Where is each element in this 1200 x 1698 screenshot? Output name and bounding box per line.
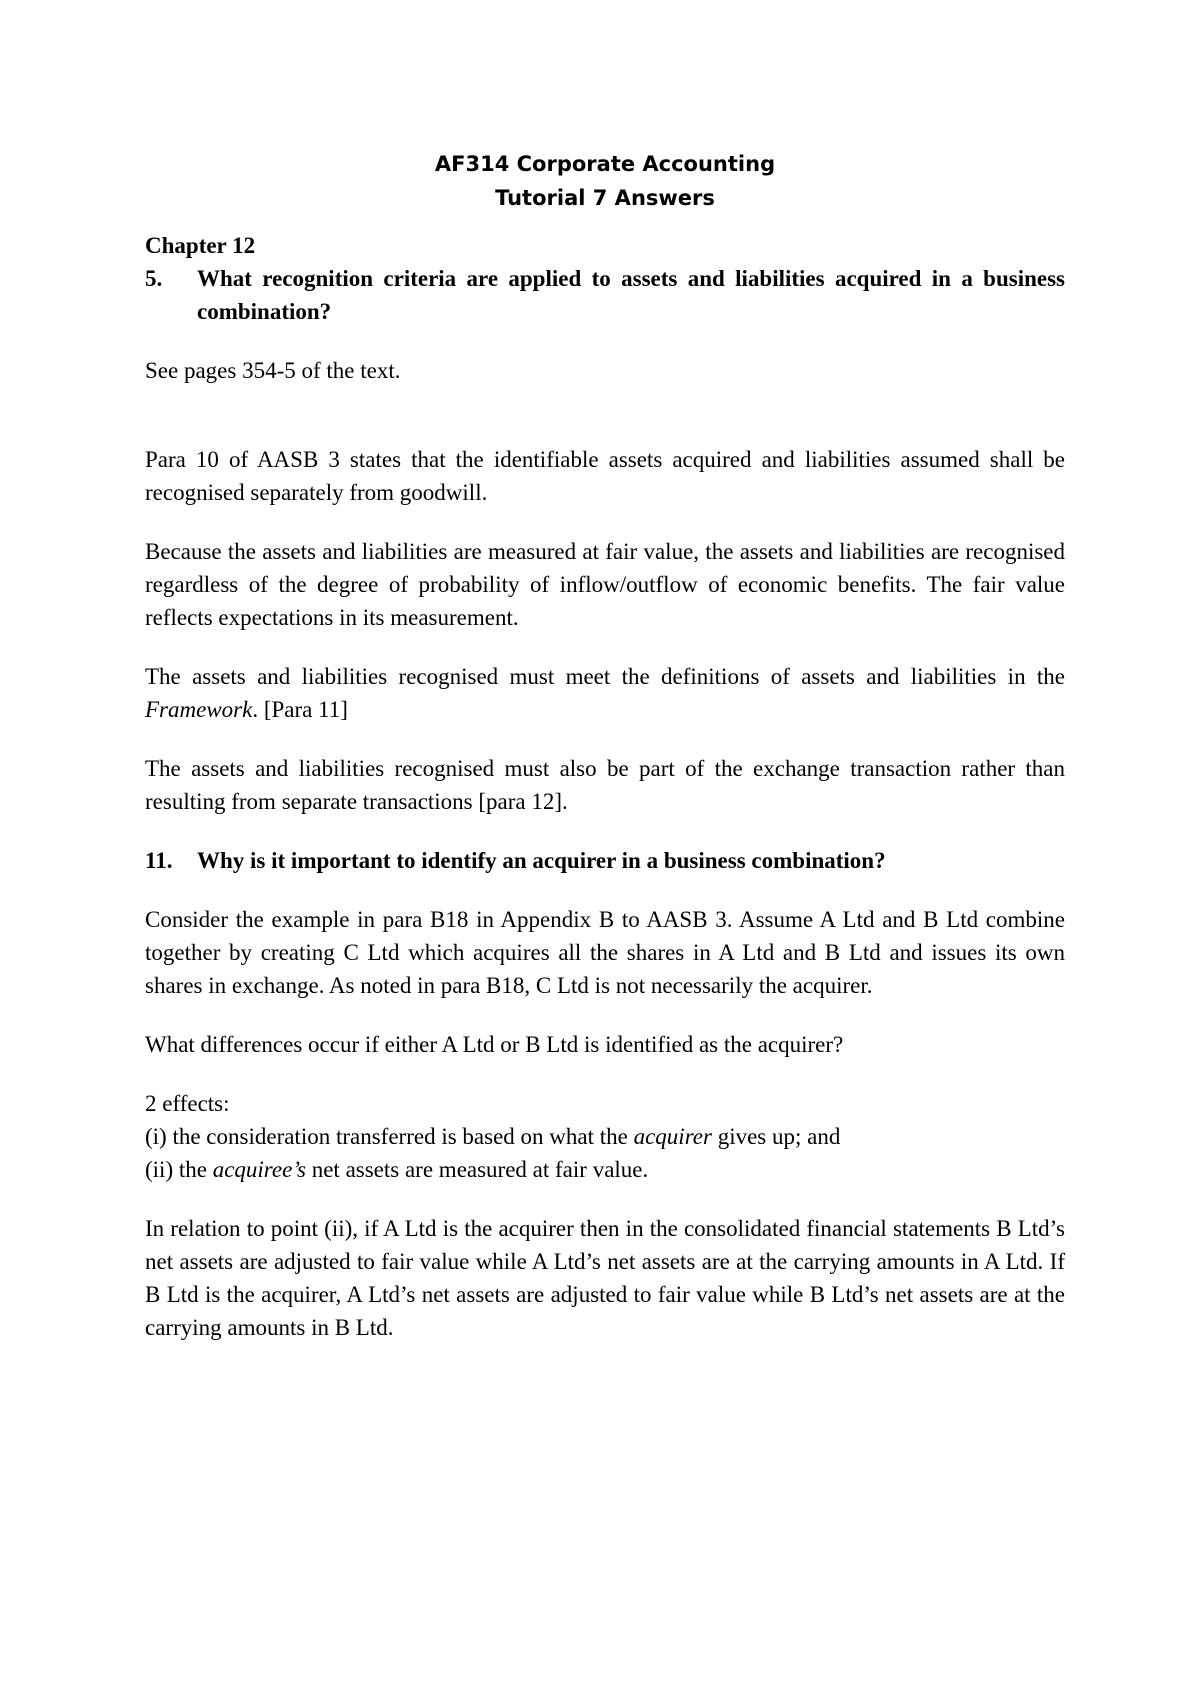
fair-value-paragraph: Because the assets and liabilities are measured at fair value, the assets and liabilities are recognised regardless of the degree of probability of inflow/outflow of economic benefits. The fair value reflects expectations in its measurement. [145, 539, 1065, 630]
effects-intro: 2 effects: [145, 1091, 230, 1116]
effect-i-text-after: gives up; and [711, 1124, 841, 1149]
see-pages-paragraph: See pages 354-5 of the text. [145, 358, 401, 383]
framework-text-after: . [Para 11] [252, 697, 348, 722]
tutorial-subtitle: Tutorial 7 Answers [495, 186, 715, 210]
effect-i [145, 1120, 1065, 1153]
para10-paragraph: Para 10 of AASB 3 states that the identifiable assets acquired and liabilities assumed shall be recognised separately from goodwill. [145, 447, 1065, 505]
effects-block [145, 1087, 1065, 1186]
chapter-heading: Chapter 12 [145, 233, 256, 258]
question-5 [145, 262, 1065, 328]
course-title: AF314 Corporate Accounting [434, 152, 776, 176]
question-number: 5. [145, 266, 163, 291]
framework-paragraph [145, 660, 1065, 726]
example-paragraph: Consider the example in para B18 in Appendix B to AASB 3. Assume A Ltd and B Ltd combine together by creating C Ltd which acquires all the shares in A Ltd and B Ltd and issues its own shares in exchange. As noted in para B18, C Ltd is not necessarily the acquirer. [145, 907, 1065, 998]
differences-paragraph: What differences occur if either A Ltd or B Ltd is identified as the acquirer? [145, 1032, 844, 1057]
effect-ii-text-before: (ii) the [145, 1157, 213, 1182]
question-text: Why is it important to identify an acquirer in a business combination? [197, 848, 886, 873]
question-11 [145, 844, 1065, 877]
effect-i-text-before: (i) the consideration transferred is based on what the [145, 1124, 634, 1149]
exchange-paragraph: The assets and liabilities recognised must also be part of the exchange transaction rather than resulting from separate transactions [para 12]. [145, 756, 1065, 814]
question-text: What recognition criteria are applied to assets and liabilities acquired in a business combination? [197, 266, 1065, 324]
effect-i-italic: acquirer [633, 1124, 712, 1149]
framework-text-before: The assets and liabilities recognised must meet the definitions of assets and liabilities in the [145, 664, 1065, 689]
effect-ii-text-after: net assets are measured at fair value. [305, 1157, 649, 1182]
framework-italic: Framework [145, 697, 253, 722]
question-number: 11. [145, 848, 173, 873]
relation-paragraph: In relation to point (ii), if A Ltd is the acquirer then in the consolidated financial statements B Ltd’s net assets are adjusted to fair value while A Ltd’s net assets are at the carrying amounts in A Ltd. If B Ltd is the acquirer, A Ltd’s net assets are adjusted to fair value while B Ltd’s net assets are at the carrying amounts in B Ltd. [145, 1216, 1065, 1340]
document-page [145, 0, 1065, 1344]
effect-ii-italic: acquiree’s [212, 1157, 306, 1182]
effect-ii [145, 1153, 1065, 1186]
